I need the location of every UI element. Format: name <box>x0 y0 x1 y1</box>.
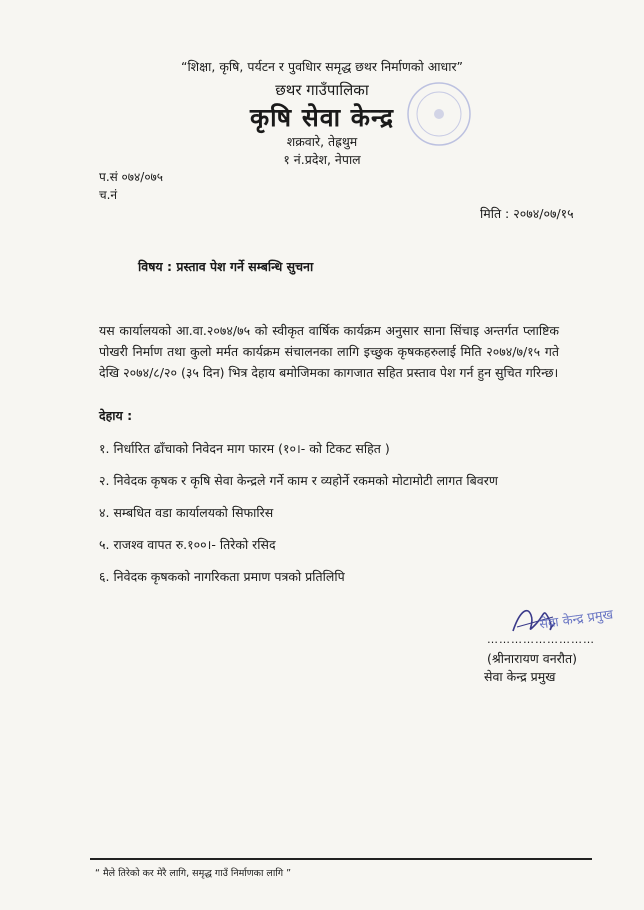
letterhead-address-line-2: १ नं.प्रदेश, नेपाल <box>283 152 361 167</box>
letterhead-motto: “शिक्षा, कृषि, पर्यटन र पुवधिार समृद्ध छथर निर्माणको आधार” <box>180 59 464 74</box>
list-item: २. निवेदक कृषक र कृषि सेवा केन्द्रले गर्ने काम र व्यहोर्ने रकमको मोटामोटी लागत बिवरण <box>99 473 498 488</box>
signature-line: ……………………… <box>487 633 595 646</box>
office-seal-stamp-icon <box>405 80 473 148</box>
signature-stamp-text: सेवा केन्द्र प्रमुख <box>538 607 615 633</box>
letter-body: यस कार्यालयको आ.वा.२०७४/७५ को स्वीकृत वार्षिक कार्यक्रम अनुसार साना सिंचाइ अन्तर्गत प्लाष्टिक पोखरी निर्माण तथा कुलो मर्मत कार्यक्रम संचालनका लागि इच्छुक कृषकहरुलाई मिति २०७४/७/१५ गते देखि २०७४/८/२० (३५ दिन) भित्र देहाय बमोजिमका कागजात सहित प्रस्ताव पेश गर्न हुन सुचित गरिन्छ। <box>99 323 559 380</box>
list-item: ४. सम्बधित वडा कार्यालयको सिफारिस <box>99 505 274 520</box>
signer-title: सेवा केन्द्र प्रमुख <box>484 669 556 684</box>
list-item: ६. निवेदक कृषकको नागरिकता प्रमाण पत्रको प्रतिलिपि <box>99 569 345 584</box>
letter-date: मिति : २०७४/०७/१५ <box>480 206 574 221</box>
requirements-heading: देहाय : <box>99 408 133 423</box>
list-item: ५. राजश्व वापत रु.१००।- तिरेको रसिद <box>99 537 276 552</box>
letterhead-address-line-1: शक्रवारे, तेह्रथुम <box>286 134 358 149</box>
letter-subject: विषय : प्रस्ताव पेश गर्ने सम्बन्धि सुचना <box>138 259 314 274</box>
letterhead-office-name: छथर गाउँपालिका <box>275 81 369 99</box>
signer-name: (श्रीनारायण वनरौत) <box>487 651 577 666</box>
list-item: १. निर्धारित ढाँचाको निवेदन माग फारम (१०।- को टिकट सहित ) <box>99 441 390 456</box>
dispatch-number: च.नं <box>99 188 118 202</box>
letterhead-center-name: कृषि सेवा केन्द्र <box>249 103 394 132</box>
footer-slogan: “ मैले तिरेको कर मेरै लागि, समृद्ध गाउँ निर्माणका लागि ” <box>95 868 292 879</box>
footer-divider <box>90 858 592 860</box>
reference-number: प.सं ०७४/०७५ <box>99 170 164 184</box>
requirements-list <box>99 433 498 593</box>
